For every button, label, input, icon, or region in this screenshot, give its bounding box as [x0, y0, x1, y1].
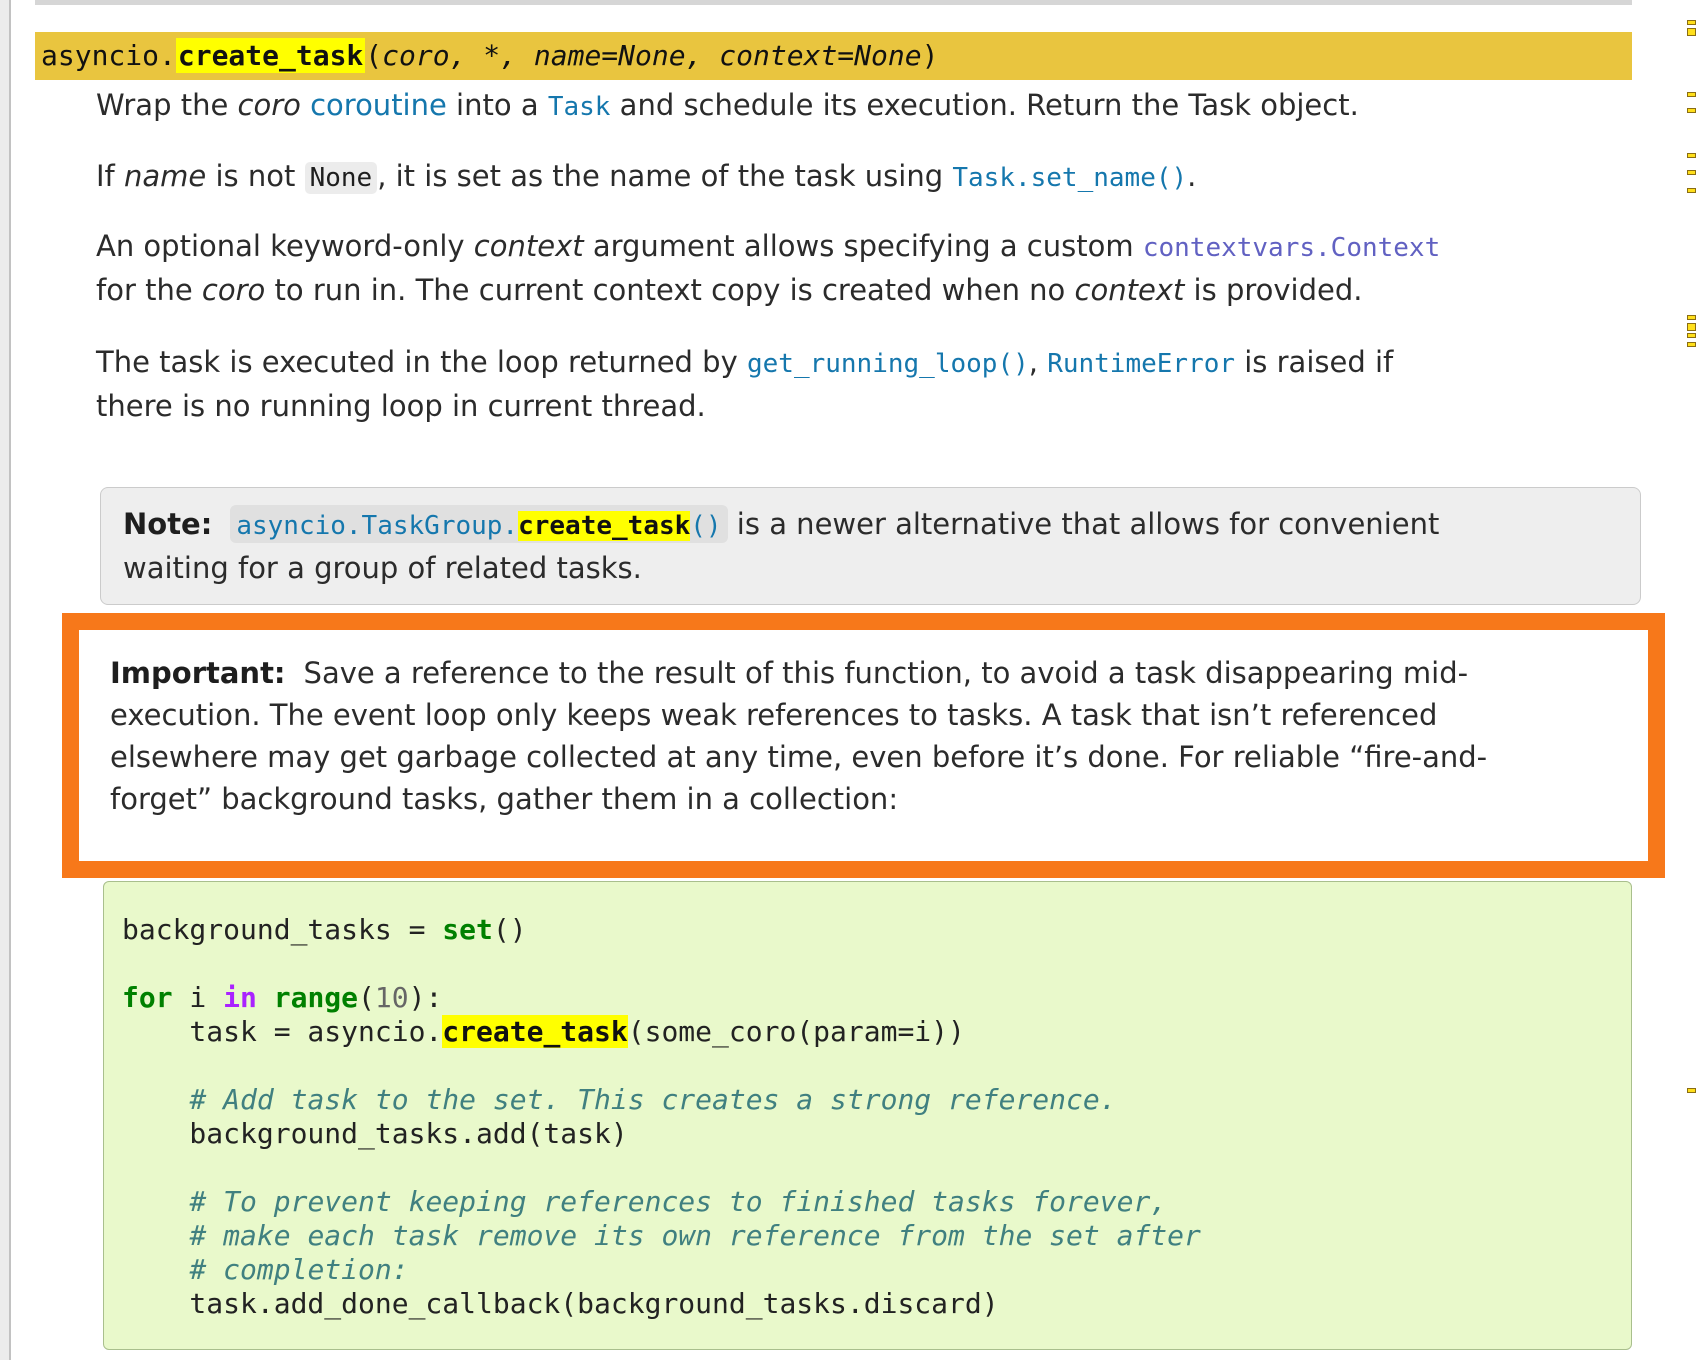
task-set-name-link[interactable]: Task.set_name() [952, 163, 1188, 193]
code-line [122, 1287, 1613, 1321]
code-line [122, 913, 1613, 947]
get-running-loop-link[interactable]: get_running_loop() [746, 349, 1029, 379]
text-segment [122, 1185, 189, 1218]
text-segment: Wrap the [96, 88, 238, 122]
find-match-marker [1687, 315, 1696, 320]
find-match-marker [1687, 333, 1696, 338]
find-match-marker [1687, 342, 1696, 347]
note-admonition [100, 487, 1641, 605]
text-segment: # To prevent keeping references to finished tasks forever, [189, 1185, 1168, 1218]
text-segment [122, 1219, 189, 1252]
code-line [122, 1049, 1613, 1083]
paragraph-name-arg [96, 155, 1596, 199]
text-segment: If [96, 159, 124, 193]
text-segment: () [492, 913, 527, 946]
task-link[interactable]: Task [547, 92, 611, 122]
text-segment: into a [446, 88, 548, 122]
find-match-marker [1687, 170, 1696, 175]
text-segment: for [122, 981, 173, 1014]
scrollbar-find-indicators [1686, 0, 1696, 1360]
code-line [122, 1083, 1613, 1117]
text-segment: An optional keyword-only [96, 229, 474, 263]
text-segment: # Add task to the set. This creates a strong reference. [189, 1083, 1117, 1116]
text-segment: Note: [123, 507, 213, 541]
text-segment: . [1187, 159, 1197, 193]
important-admonition [110, 652, 1570, 820]
find-match-marker [1687, 20, 1696, 25]
previous-section-divider [35, 0, 1632, 5]
signature-open-paren: ( [365, 39, 383, 72]
code-line [122, 1015, 1613, 1049]
text-segment: background_tasks = [122, 913, 443, 946]
text-segment: context [473, 229, 584, 263]
text-segment: is not [206, 159, 305, 193]
text-segment: task = asyncio. [122, 1015, 443, 1048]
text-segment: The task is executed in the loop returned by [96, 345, 747, 379]
text-segment: coro [237, 88, 301, 122]
code-line [122, 947, 1613, 981]
text-segment: (some_coro(param=i)) [627, 1015, 965, 1048]
text-segment: coro [201, 273, 266, 307]
paragraph-wrap-coro [96, 84, 1596, 128]
coroutine-link[interactable]: coroutine [310, 88, 447, 122]
text-segment: is a newer alternative that allows for convenient waiting for a group of related tasks. [123, 507, 1440, 585]
text-segment: i [172, 981, 224, 1014]
paragraph-running-loop [96, 341, 1436, 427]
create-task-find-match: create_task [442, 1015, 628, 1048]
text-segment [122, 1253, 189, 1286]
text-segment: is provided. [1184, 273, 1363, 307]
text-segment [122, 1083, 189, 1116]
text-segment: ( [358, 981, 375, 1014]
find-match-marker [1687, 1088, 1696, 1093]
text-segment [257, 981, 274, 1014]
code-line [122, 1117, 1613, 1151]
text-segment: , it is set as the name of the task using [377, 159, 953, 193]
find-match-marker [1687, 108, 1696, 113]
signature-function-name-find-highlight: create_task [177, 39, 364, 72]
text-segment: # completion: [189, 1253, 409, 1286]
code-line [122, 1253, 1613, 1287]
code-line [122, 1219, 1613, 1253]
text-segment: to run in. The current context copy is created when no [265, 273, 1075, 307]
text-segment: task.add_done_callback(background_tasks.discard) [122, 1287, 999, 1320]
text-segment: # make each task remove its own reference from the set after [189, 1219, 1201, 1252]
runtime-error-link[interactable]: RuntimeError [1047, 349, 1236, 379]
find-match-marker [1687, 323, 1696, 331]
find-match-marker [1687, 92, 1696, 97]
contextvars-context-link[interactable]: contextvars.Context [1142, 233, 1441, 263]
text-segment [301, 88, 310, 122]
code-line [122, 1185, 1613, 1219]
find-match-marker [1687, 153, 1696, 158]
text-segment: , [1028, 345, 1048, 379]
taskgroup-create-task-link[interactable]: asyncio.TaskGroup.create_task() [230, 505, 727, 543]
none-literal: None [305, 162, 378, 194]
text-segment: Important: [110, 656, 286, 690]
text-segment: 10 [374, 981, 409, 1014]
signature-close-paren: ) [921, 39, 939, 72]
signature-parameters: coro, *, name=None, context=None [382, 39, 922, 72]
find-match-marker [1687, 28, 1696, 36]
text-segment: ): [408, 981, 443, 1014]
code-example [122, 913, 1613, 1321]
text-segment: range [273, 981, 359, 1014]
code-example-block [103, 881, 1632, 1350]
text-segment: is raised if there is no running loop in current thread. [96, 345, 1394, 423]
function-signature [35, 32, 1632, 80]
text-segment: argument allows specifying a custom [583, 229, 1143, 263]
left-gutter [0, 0, 11, 1360]
paragraph-context-arg [96, 225, 1476, 311]
signature-module-prefix: asyncio. [41, 39, 176, 72]
text-segment: Save a reference to the result of this function, to avoid a task disappearing mid-execution. The event loop only keeps weak references to tasks. A task that isn’t referenced elsewhere may get garbage collected at any time, even before it’s done. For reliable “fire-and-forget” background tasks, gather them in a collection: [110, 656, 1488, 816]
text-segment: name [123, 159, 207, 193]
text-segment: context [1074, 273, 1185, 307]
find-match-marker [1687, 188, 1696, 193]
important-text [110, 652, 1570, 820]
text-segment: in [223, 981, 257, 1014]
text-segment: and schedule its execution. Return the Task object. [610, 88, 1359, 122]
code-line [122, 1151, 1613, 1185]
text-segment: for the [96, 273, 202, 307]
text-segment: set [442, 913, 493, 946]
code-line [122, 981, 1613, 1015]
text-segment: background_tasks.add(task) [122, 1117, 628, 1150]
note-text [123, 503, 1523, 589]
